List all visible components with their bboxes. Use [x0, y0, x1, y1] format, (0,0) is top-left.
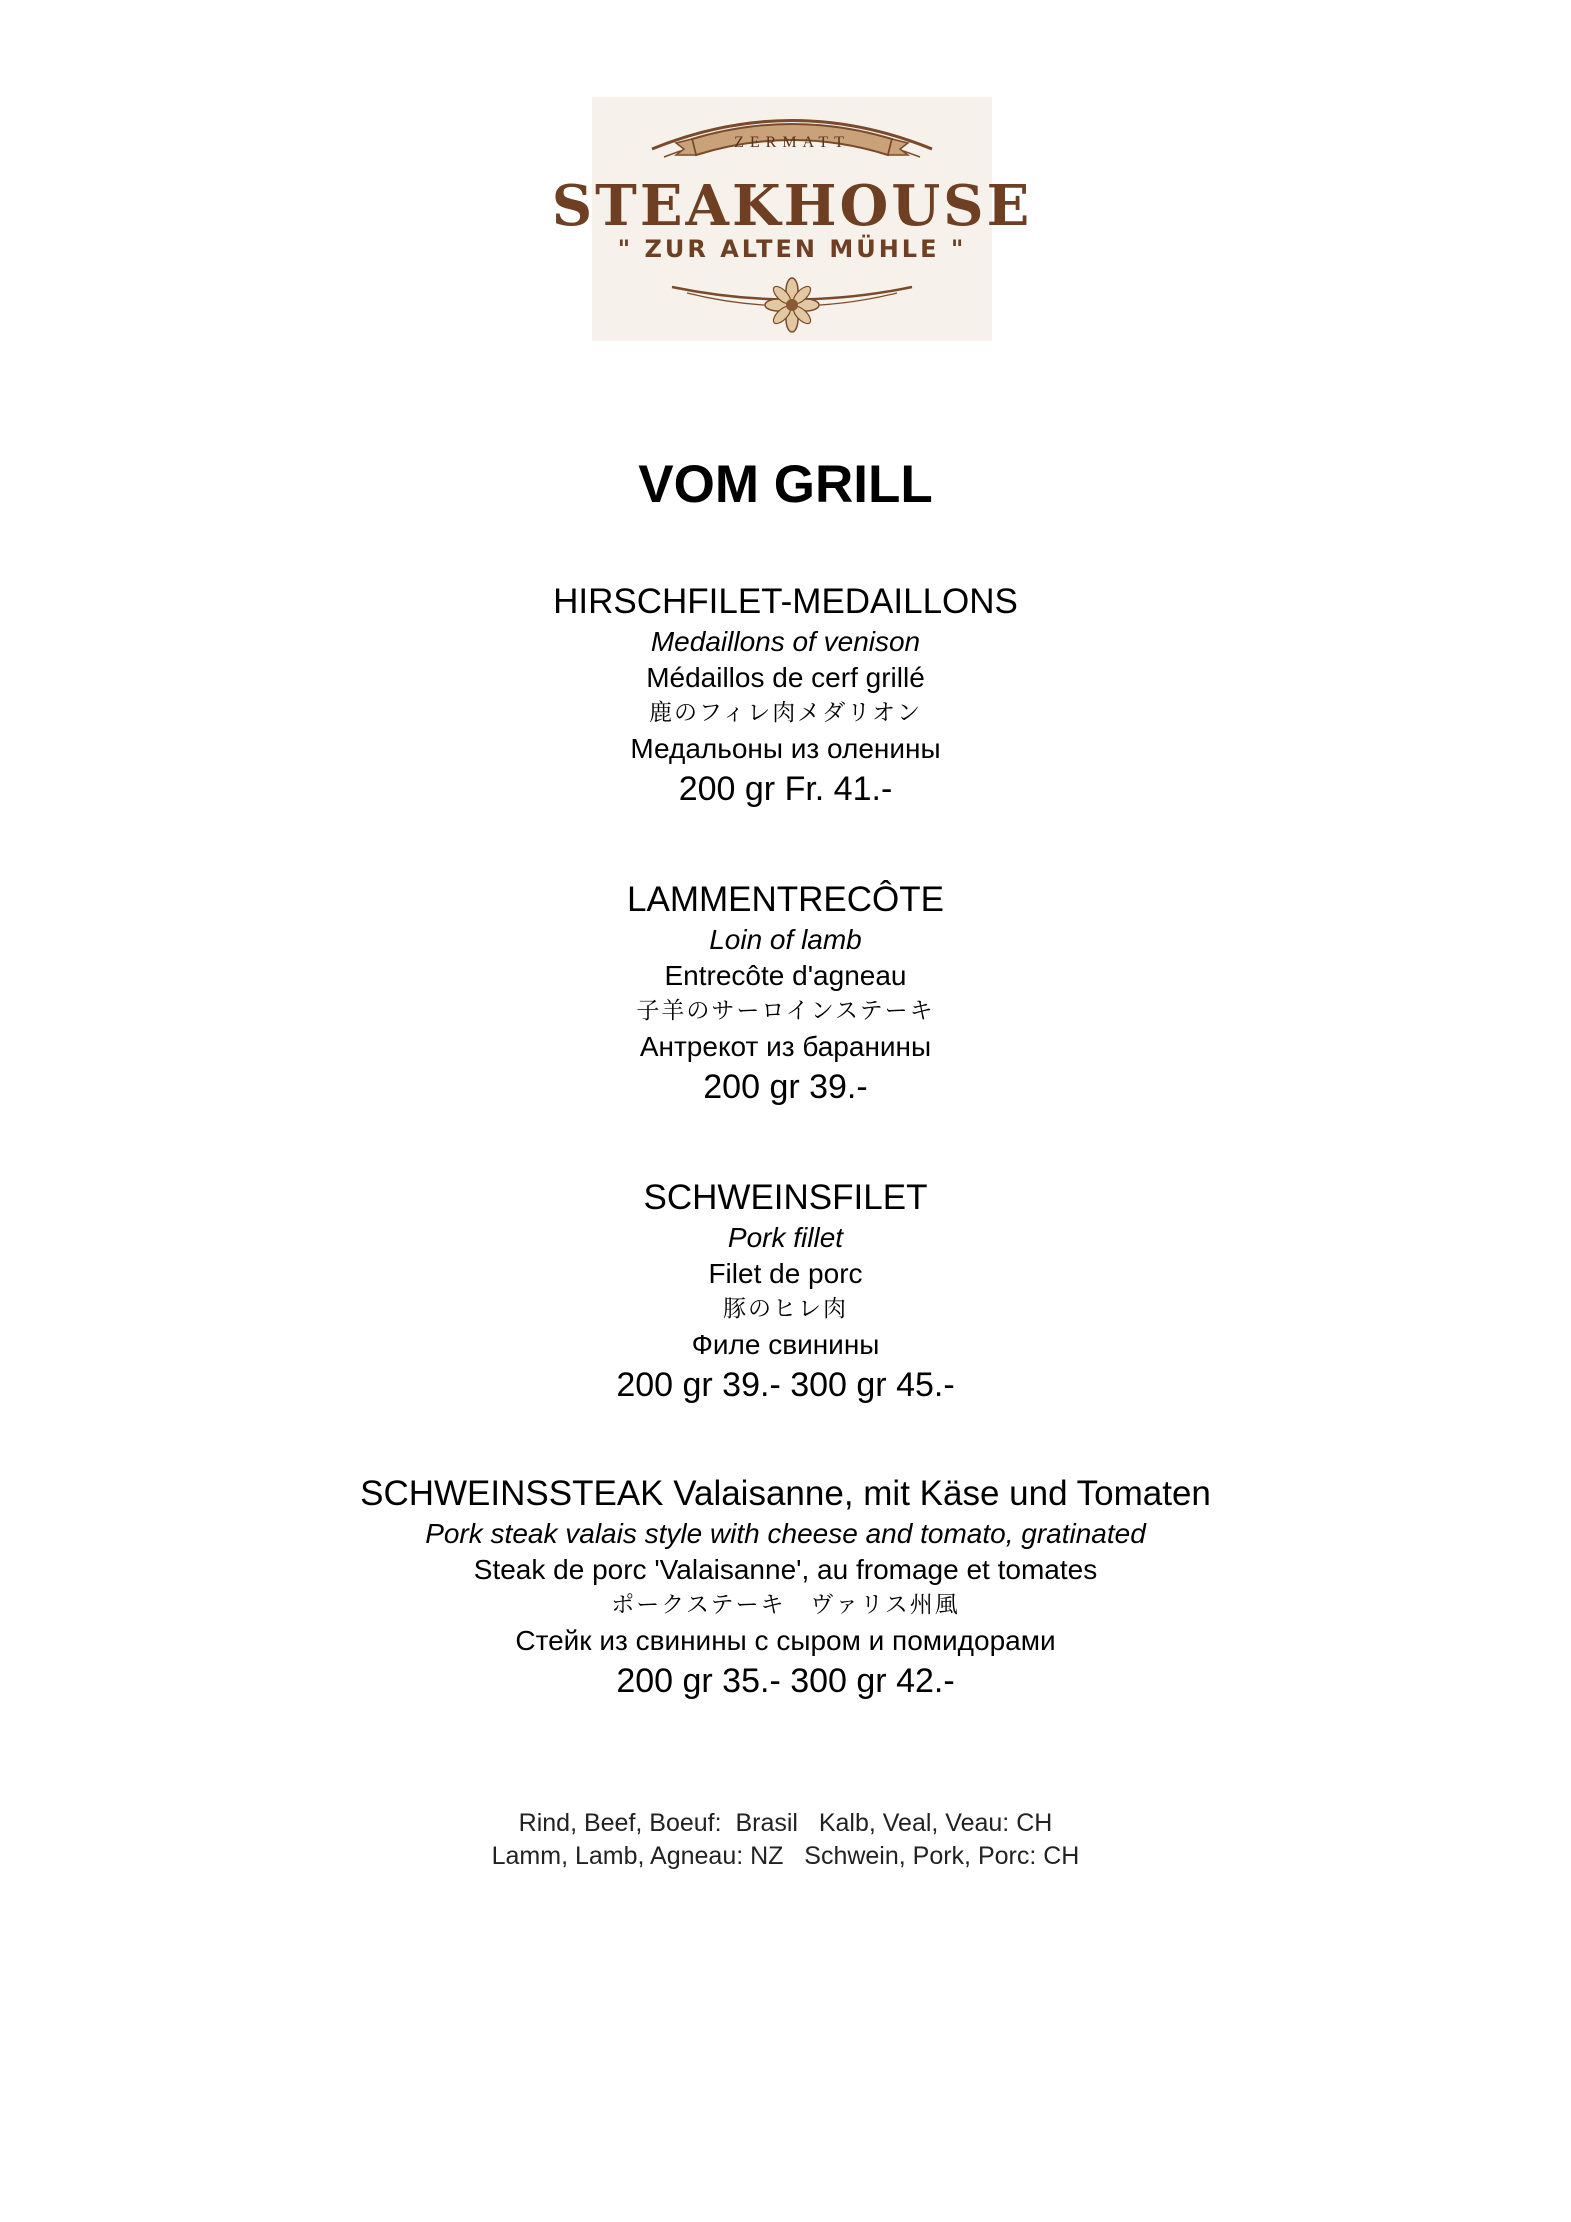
menu-item-lammentrecote — [0, 878, 1571, 1109]
item-price: 200 gr 39.- 300 gr 45.- — [616, 1366, 955, 1404]
item-price: 200 gr Fr. 41.- — [678, 770, 893, 808]
origin-line-2: Lamm, Lamb, Agneau: NZ Schwein, Pork, Porc: CH — [491, 1842, 1080, 1870]
menu-item-hirschfilet — [0, 580, 1571, 811]
item-japanese: 豚のヒレ肉 — [723, 1296, 848, 1322]
menu-item-schweinsfilet — [0, 1176, 1571, 1407]
page-title: VOM GRILL — [638, 455, 933, 514]
item-french: Filet de porc — [708, 1258, 863, 1289]
item-russian: Филе свинины — [691, 1329, 880, 1360]
item-russian: Медальоны из оленины — [630, 733, 941, 764]
logo-sub-text: " ZUR ALTEN MÜHLE " — [617, 235, 967, 263]
item-japanese: ポークステーキ ヴァリス州風 — [611, 1592, 960, 1618]
logo-banner-text: ZERMATT — [734, 134, 850, 151]
steakhouse-logo — [551, 97, 1033, 341]
item-english: Medaillons of venison — [650, 626, 921, 657]
item-name: SCHWEINSSTEAK Valaisanne, mit Käse und Tomaten — [360, 1474, 1211, 1513]
item-price: 200 gr 35.- 300 gr 42.- — [616, 1662, 955, 1700]
item-french: Entrecôte d'agneau — [664, 960, 907, 991]
item-price: 200 gr 39.- — [703, 1068, 868, 1106]
origin-line-1: Rind, Beef, Boeuf: Brasil Kalb, Veal, Veau: CH — [518, 1809, 1053, 1837]
item-name: SCHWEINSFILET — [643, 1178, 928, 1217]
item-japanese: 鹿のフィレ肉メダリオン — [649, 700, 922, 726]
meat-origin-note — [0, 1807, 1571, 1873]
item-french: Médaillos de cerf grillé — [646, 662, 925, 693]
menu-item-schweinssteak — [0, 1472, 1571, 1703]
item-english: Pork steak valais style with cheese and tomato, gratinated — [425, 1518, 1146, 1549]
item-name: LAMMENTRECÔTE — [627, 880, 944, 919]
item-french: Steak de porc 'Valaisanne', au fromage et tomates — [473, 1554, 1098, 1585]
item-name: HIRSCHFILET-MEDAILLONS — [553, 582, 1018, 621]
logo-main-text: STEAKHOUSE — [551, 173, 1033, 239]
item-english: Pork fillet — [727, 1222, 844, 1253]
item-english: Loin of lamb — [709, 924, 862, 955]
item-japanese: 子羊のサーロインステーキ — [636, 998, 935, 1024]
item-russian: Стейк из свинины с сыром и помидорами — [515, 1625, 1056, 1656]
item-russian: Антрекот из баранины — [639, 1031, 932, 1062]
